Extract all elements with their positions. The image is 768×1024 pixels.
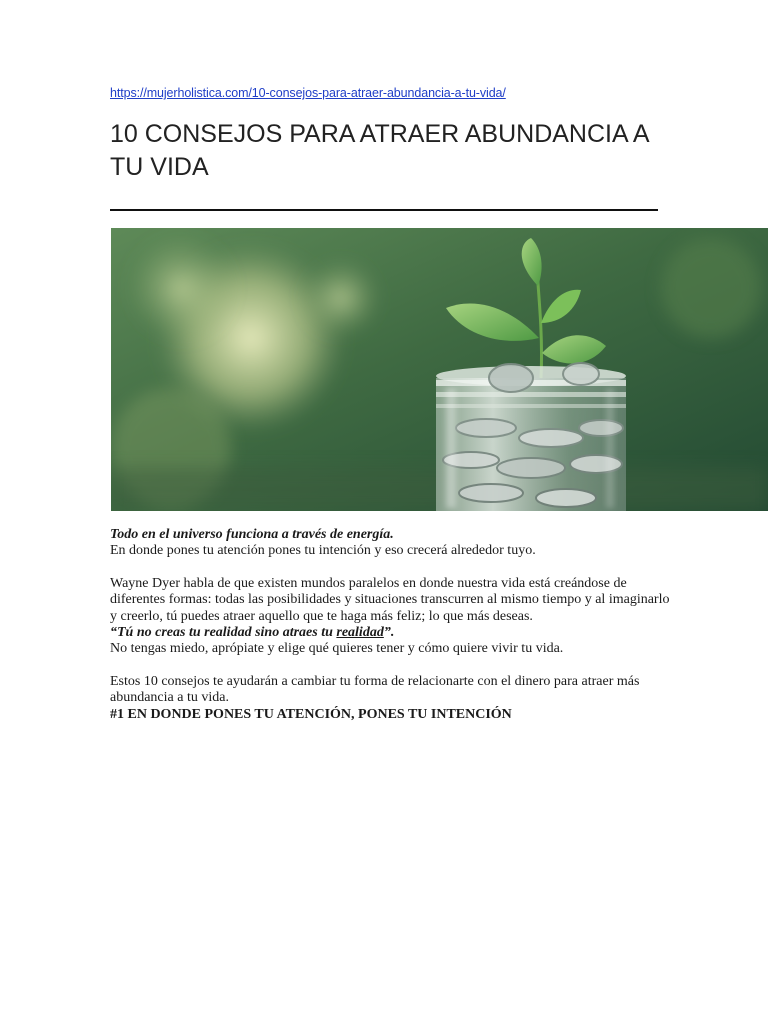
hero-image [111,228,768,511]
lead-italic-line: Todo en el universo funciona a través de energía. [110,527,394,542]
quote-word: realidad [336,625,384,641]
lead-paragraph [110,527,670,560]
wayne-dyer-paragraph: Wayne Dyer habla de que existen mundos paralelos en donde nuestra vida está creándose de diferentes formas: todas las posibilidades y situaciones transcurren al mismo tiempo y al imaginarlo y creerlo, tú puedes atraer aquello que te haga más feliz; lo que más deseas. [110,575,670,624]
glass-jar [436,363,626,511]
article-body [110,527,670,723]
title-divider [110,209,658,211]
lead-text: En donde pones tu atención pones tu intención y eso crecerá alrededor tuyo. [110,543,536,559]
consejos-intro-paragraph: Estos 10 consejos te ayudarán a cambiar tu forma de relacionarte con el dinero para atraer más abundancia a tu vida. [110,673,640,706]
no-miedo-paragraph: No tengas miedo, aprópiate y elige qué quieres tener y cómo quiere vivir tu vida. [110,641,564,657]
quote-start: “Tú no creas tu realidad sino atraes tu [110,625,337,641]
section-heading-1: #1 EN DONDE PONES TU ATENCIÓN, PONES TU INTENCIÓN [110,706,512,722]
coin-jar-with-sprout-icon [111,228,768,511]
page-title: 10 CONSEJOS PARA ATRAER ABUNDANCIA A TU VIDA [110,120,649,181]
quote-end: ”. [383,625,395,641]
source-link[interactable]: https://mujerholistica.com/10-consejos-para-atraer-abundancia-a-tu-vida/ [110,86,506,100]
quote-line [110,625,670,641]
